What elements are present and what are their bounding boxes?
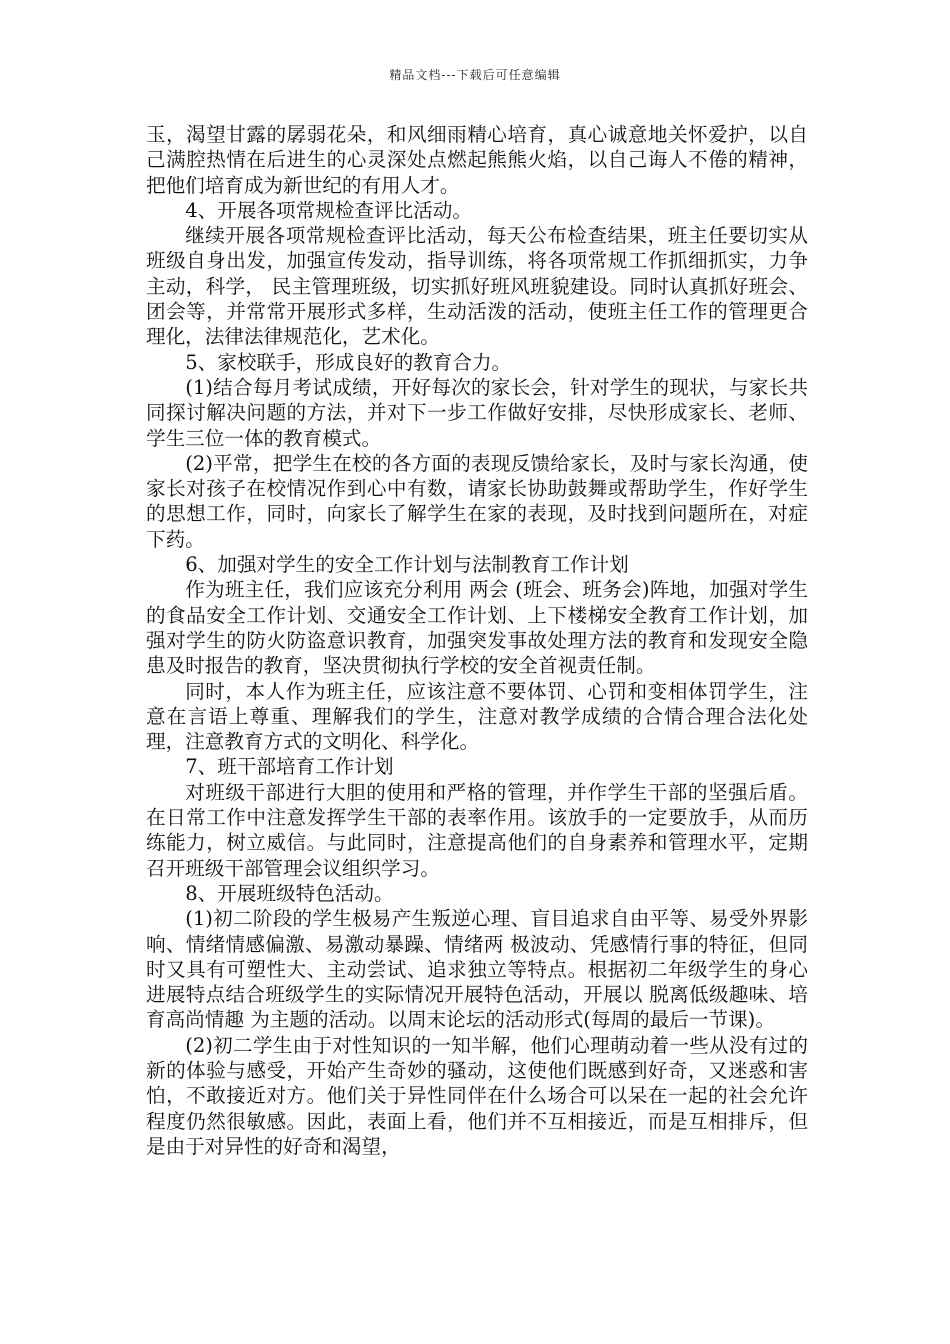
section-heading: 5、家校联手，形成良好的教育合力。	[185, 350, 512, 374]
section-heading: 6、加强对学生的安全工作计划与法制教育工作计划	[185, 553, 629, 577]
section-heading: 7、班干部培育工作计划	[185, 755, 394, 779]
paragraph: (1)初二阶段的学生极易产生叛逆心理、盲目追求自由平等、易受外界影响、情绪情感偏激、易激动暴躁、情绪两 极波动、凭感情行事的特征，但同时又具有可塑性大、主动尝试、追求独立等特点。根据初二年级学生的身心进展特点结合班级学生的实际情况开展特色活动，开展以 脱离低级趣味、培育高尚情趣 为主题的活动。以周末论坛的活动形式(每周的最后一节课)。	[146, 907, 808, 1032]
section-heading: 8、开展班级特色活动。	[185, 881, 394, 905]
paragraph: 同时，本人作为班主任，应该注意不要体罚、心罚和变相体罚学生，注意在言语上尊重、理解我们的学生，注意对教学成绩的合情合理合法化处理，注意教育方式的文明化、科学化。	[146, 679, 808, 754]
paragraph: (2)初二学生由于对性知识的一知半解，他们心理萌动着一些从没有过的新的体验与感受，开始产生奇妙的骚动，这使他们既感到好奇，又迷惑和害怕，不敢接近对方。他们关于异性同伴在什么场合可以呆在一起的社会允许程度仍然很敏感。因此，表面上看，他们并不互相接近，而是互相排斥，但是由于对异性的好奇和渴望，	[146, 1033, 808, 1158]
section-heading: 4、开展各项常规检查评比活动。	[185, 198, 472, 222]
paragraph: 作为班主任，我们应该充分利用 两会 (班会、班务会)阵地，加强对学生的食品安全工作计划、交通安全工作计划、上下楼梯安全教育工作计划，加强对学生的防火防盗意识教育，加强突发事故处理方法的教育和发现安全隐患及时报告的教育，坚决贯彻执行学校的安全首视责任制。	[146, 578, 808, 678]
paragraph: 对班级干部进行大胆的使用和严格的管理，并作学生干部的坚强后盾。在日常工作中注意发挥学生干部的表率作用。该放手的一定要放手，从而历练能力，树立威信。与此同时，注意提高他们的自身素养和管理水平，定期召开班级干部管理会议组织学习。	[146, 780, 808, 880]
paragraph: 玉，渴望甘露的孱弱花朵，和风细雨精心培育，真心诚意地关怀爱护，以自己满腔热情在后进生的心灵深处点燃起熊熊火焰，以自己诲人不倦的精神，把他们培育成为新世纪的有用人才。	[146, 123, 808, 197]
paragraph: (2)平常，把学生在校的各方面的表现反馈给家长，及时与家长沟通，使家长对孩子在校情况作到心中有数，请家长协助鼓舞或帮助学生，作好学生的思想工作，同时，向家长了解学生在家的表现，及时找到问题所在，对症下药。	[146, 451, 808, 551]
document-body	[146, 122, 808, 1159]
page-header: 精品文档---下载后可任意编辑	[389, 68, 561, 82]
paragraph: 继续开展各项常规检查评比活动，每天公布检查结果，班主任要切实从班级自身出发，加强宣传发动，指导训练，将各项常规工作抓细抓实，力争主动，科学， 民主管理班级，切实抓好班风班貌建设。同时认真抓好班会、团会等，并常常开展形式多样，生动活泼的活动，使班主任工作的管理更合理化，法律法律规范化，艺术化。	[146, 224, 808, 349]
paragraph: (1)结合每月考试成绩，开好每次的家长会，针对学生的现状，与家长共同探讨解决问题的方法，并对下一步工作做好安排，尽快形成家长、老师、学生三位一体的教育模式。	[146, 375, 808, 450]
